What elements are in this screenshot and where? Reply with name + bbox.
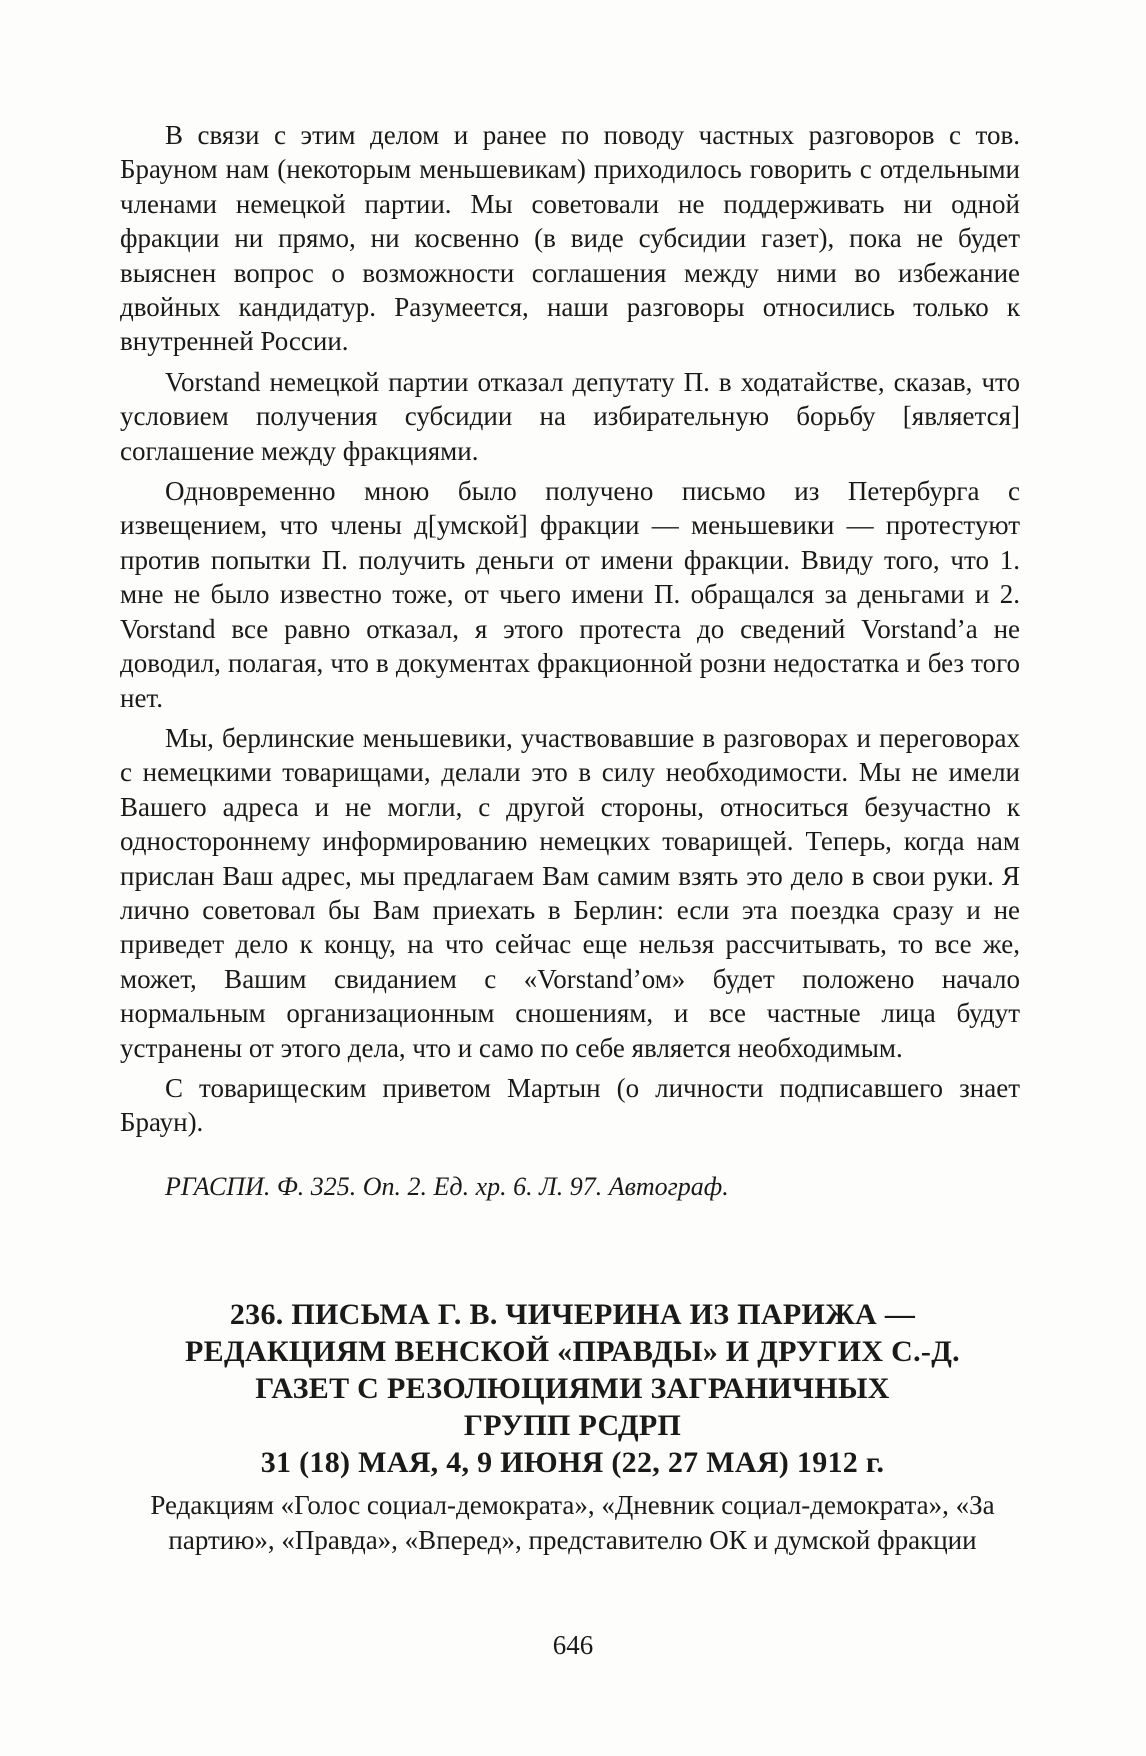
heading-date-line: 31 (18) МАЯ, 4, 9 ИЮНЯ (22, 27 МАЯ) 1912 г. — [260, 1446, 885, 1479]
addressee-line: Редакциям «Голос социал-демократа», «Дневник социал-демократа», «За партию», «Правда», «Вперед», представителю ОК и думской фракции — [150, 1490, 995, 1555]
archive-reference: РГАСПИ. Ф. 325. Оп. 2. Ед. хр. 6. Л. 97. Автограф. — [165, 1172, 729, 1201]
page-number: 646 — [552, 1630, 594, 1660]
paragraph: С товарищеским приветом Мартын (о личности подписавшего знает Браун). — [120, 1072, 1020, 1138]
paragraph: Мы, берлинские меньшевики, участвовавшие в разговорах и переговорах с немецкими товарищами, делали это в силу необходимости. Мы не имели Вашего адреса и не могли, с другой стороны, относиться безучастно к одностороннему информированию немецких товарищей. Теперь, когда нам прислан Ваш адрес, мы предлагаем Вам самим взять это дело в свои руки. Я лично советовал бы Вам приехать в Берлин: если эта поездка сразу и не приведет дело к концу, на что сейчас еще нельзя рассчитывать, то все же, может, Вашим свиданием с «Vorstand’ом» будет положено начало нормальным организационным сношениям, и все частные лица будут устранены от этого дела, что и само по себе является необходимым. — [120, 722, 1020, 1063]
document-heading — [120, 1296, 1025, 1481]
heading-line: ГАЗЕТ С РЕЗОЛЮЦИЯМИ ЗАГРАНИЧНЫХ — [255, 1372, 890, 1405]
paragraph: Vorstand немецкой партии отказал депутату П. в ходатайстве, сказав, что условием получения субсидии на избирательную борьбу [является] соглашение между фракциями. — [120, 366, 1020, 466]
paragraph: Одновременно мною было получено письмо из Петербурга с извещением, что члены д[умской] фракции — меньшевики — протестуют против попытки П. получить деньги от имени фракции. Ввиду того, что 1. мне не было известно тоже, от чьего имени П. обращался за деньгами и 2. Vorstand все равно отказал, я этого протеста до сведений Vorstand’а не доводил, полагая, что в документах фракционной розни недостатка и без того нет. — [120, 476, 1020, 713]
heading-line: ГРУПП РСДРП — [463, 1409, 682, 1442]
paragraph: В связи с этим делом и ранее по поводу частных разговоров с тов. Брауном нам (некоторым меньшевикам) приходилось говорить с отдельными членами немецкой партии. Мы советовали не поддерживать ни одной фракции ни прямо, ни косвенно (в виде субсидии газет), пока не будет выяснен вопрос о возможности соглашения между ними во избежание двойных кандидатур. Разумеется, наши разговоры относились только к внутренней России. — [120, 120, 1020, 357]
heading-line: РЕДАКЦИЯМ ВЕНСКОЙ «ПРАВДЫ» И ДРУГИХ С.-Д. — [185, 1335, 960, 1368]
heading-line: 236. ПИСЬМА Г. В. ЧИЧЕРИНА ИЗ ПАРИЖА — — [229, 1298, 916, 1331]
letter-body — [120, 118, 1020, 1146]
